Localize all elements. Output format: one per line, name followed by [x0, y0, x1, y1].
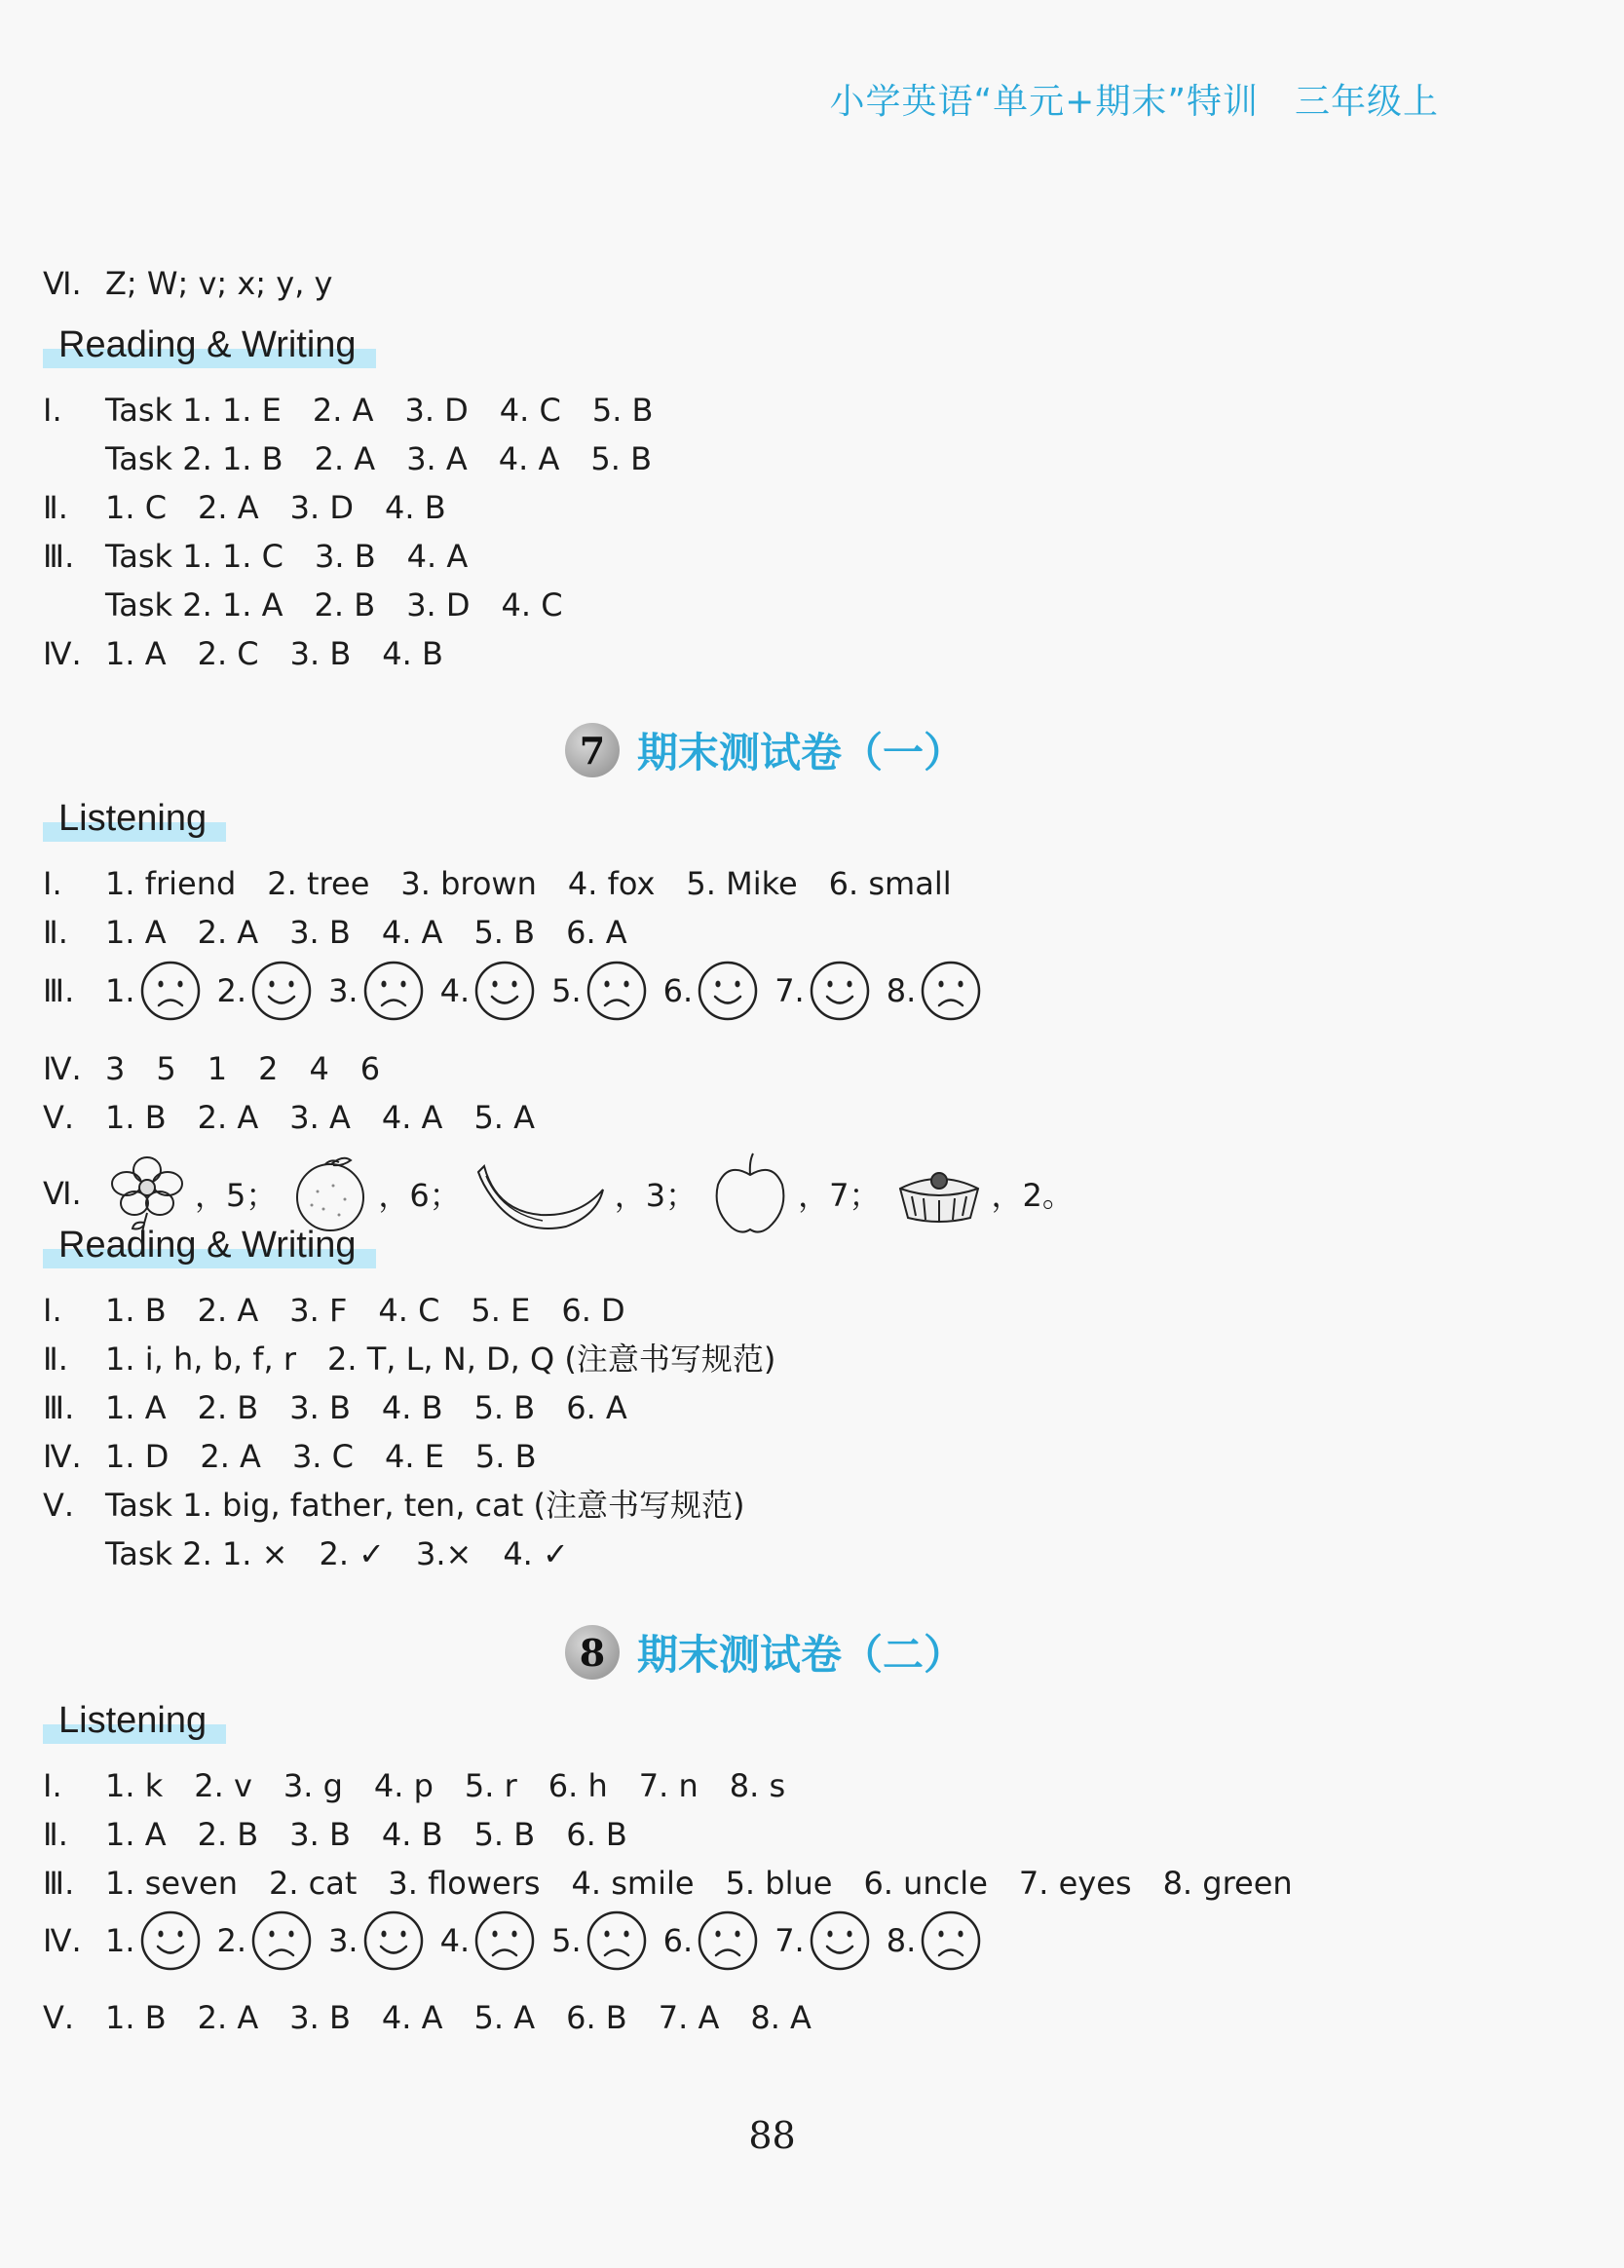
- answer-line: Ⅱ. 1. A 2. B 3. B 4. B 5. B 6. B: [43, 1816, 627, 1853]
- face-item: [440, 1909, 537, 1972]
- face-number: 8.: [886, 1922, 917, 1959]
- answer-line: Ⅰ. Task 1. 1. E 2. A 3. D 4. C 5. B: [43, 392, 654, 429]
- face-number: 4.: [439, 972, 471, 1009]
- face-number: 1.: [105, 1922, 135, 1959]
- page-header: 小学英语“单元+期末”特训 三年级上: [829, 82, 1439, 122]
- section-heading-listening: Listening: [43, 1697, 226, 1744]
- answer-line: Ⅴ. 1. B 2. A 3. A 4. A 5. A: [43, 1099, 536, 1136]
- faces-row: Ⅳ. 1. 2. 3. 4. 5. 6. 7. 8.: [43, 1909, 998, 1972]
- face-item: [663, 1909, 760, 1972]
- answer-line: Ⅱ. 1. A 2. A 3. B 4. A 5. B 6. A: [43, 914, 627, 951]
- test-7-title: [565, 719, 964, 781]
- face-number: 2.: [216, 1922, 247, 1959]
- section-heading-reading-writing: Reading & Writing: [43, 1222, 376, 1268]
- sad-face-icon: [920, 960, 982, 1022]
- answer-line: Ⅵ. Z; W; v; x; y, y: [43, 265, 333, 302]
- section-heading-reading-writing: Reading & Writing: [43, 321, 376, 368]
- section-heading-listening: Listening: [43, 795, 226, 842]
- answer-line: Ⅳ. 3 5 1 2 4 6: [43, 1050, 381, 1087]
- answer-line: Ⅳ. 1. D 2. A 3. C 4. E 5. B: [43, 1438, 537, 1475]
- face-number: 1.: [105, 972, 135, 1009]
- face-number: 6.: [662, 1922, 694, 1959]
- face-item: [217, 1909, 314, 1972]
- face-number: 5.: [551, 1922, 582, 1959]
- sad-face-icon: [920, 1909, 982, 1972]
- face-item: [774, 1909, 871, 1972]
- happy-face-icon: [139, 1909, 202, 1972]
- happy-face-icon: [809, 1909, 871, 1972]
- sad-face-icon: [473, 1909, 536, 1972]
- banana-icon: [472, 1153, 609, 1234]
- face-item: [217, 960, 314, 1022]
- face-item: [887, 1909, 983, 1972]
- face-number: 2.: [216, 972, 247, 1009]
- happy-face-icon: [250, 960, 313, 1022]
- sad-face-icon: [250, 1909, 313, 1972]
- pictures-row: Ⅵ. ，5； ，6； ，3； ，7； ，2。: [43, 1150, 1085, 1237]
- face-item: [551, 960, 648, 1022]
- answer-line: Ⅰ. 1. k 2. v 3. g 4. p 5. r 6. h 7. n 8. s: [43, 1767, 786, 1804]
- happy-face-icon: [809, 960, 871, 1022]
- answer-line: Ⅲ. 1. A 2. B 3. B 4. B 5. B 6. A: [43, 1389, 627, 1426]
- happy-face-icon: [473, 960, 536, 1022]
- apple-icon: [708, 1150, 792, 1237]
- face-number: 8.: [886, 972, 917, 1009]
- answer-line: Ⅲ. Task 1. 1. C 3. B 4. A: [43, 538, 469, 575]
- face-number: 4.: [439, 1922, 471, 1959]
- sad-face-icon: [697, 1909, 759, 1972]
- face-number: 3.: [328, 972, 359, 1009]
- answer-line: Ⅳ. 1. A 2. C 3. B 4. B: [43, 635, 443, 672]
- answer-line: Task 2. 1. B 2. A 3. A 4. A 5. B: [105, 440, 653, 477]
- pie-icon: [892, 1159, 986, 1228]
- sad-face-icon: [585, 960, 648, 1022]
- face-item: [551, 1909, 648, 1972]
- answer-line: Ⅴ. Task 1. big, father, ten, cat (注意书写规范): [43, 1487, 745, 1524]
- answer-line: Ⅴ. 1. B 2. A 3. B 4. A 5. A 6. B 7. A 8. A: [43, 1999, 812, 2036]
- test-title: 期末测试卷（二）: [637, 1631, 965, 1679]
- faces-row: Ⅲ. 1. 2. 3. 4. 5. 6. 7. 8.: [43, 960, 998, 1022]
- face-item: [105, 960, 202, 1022]
- answer-line: Ⅱ. 1. C 2. A 3. D 4. B: [43, 489, 446, 526]
- answer-line: Ⅰ. 1. friend 2. tree 3. brown 4. fox 5. Mike 6. small: [43, 865, 952, 902]
- sad-face-icon: [362, 960, 425, 1022]
- answer-line: Task 2. 1. × 2. ✓ 3.× 4. ✓: [105, 1535, 569, 1572]
- test-number-badge: 8: [565, 1625, 620, 1680]
- test-number-badge: 7: [565, 723, 620, 777]
- answer-line: Ⅱ. 1. i, h, b, f, r 2. T, L, N, D, Q (注意书写规范): [43, 1341, 776, 1378]
- face-item: [663, 960, 760, 1022]
- sad-face-icon: [139, 960, 202, 1022]
- sad-face-icon: [585, 1909, 648, 1972]
- face-number: 3.: [328, 1922, 359, 1959]
- happy-face-icon: [362, 1909, 425, 1972]
- face-number: 7.: [774, 1922, 805, 1959]
- face-item: [328, 1909, 425, 1972]
- happy-face-icon: [697, 960, 759, 1022]
- answer-line: Ⅲ. 1. seven 2. cat 3. flowers 4. smile 5. blue 6. uncle 7. eyes 8. green: [43, 1865, 1293, 1902]
- page-number: 88: [748, 2114, 796, 2157]
- face-item: [887, 960, 983, 1022]
- face-item: [440, 960, 537, 1022]
- test-8-title: [565, 1621, 964, 1683]
- face-number: 6.: [662, 972, 694, 1009]
- answer-line: Task 2. 1. A 2. B 3. D 4. C: [105, 586, 563, 624]
- face-number: 7.: [774, 972, 805, 1009]
- face-item: [774, 960, 871, 1022]
- face-item: [328, 960, 425, 1022]
- face-number: 5.: [551, 972, 582, 1009]
- answer-line: Ⅰ. 1. B 2. A 3. F 4. C 5. E 6. D: [43, 1292, 625, 1329]
- face-item: [105, 1909, 202, 1972]
- test-title: 期末测试卷（一）: [637, 729, 965, 776]
